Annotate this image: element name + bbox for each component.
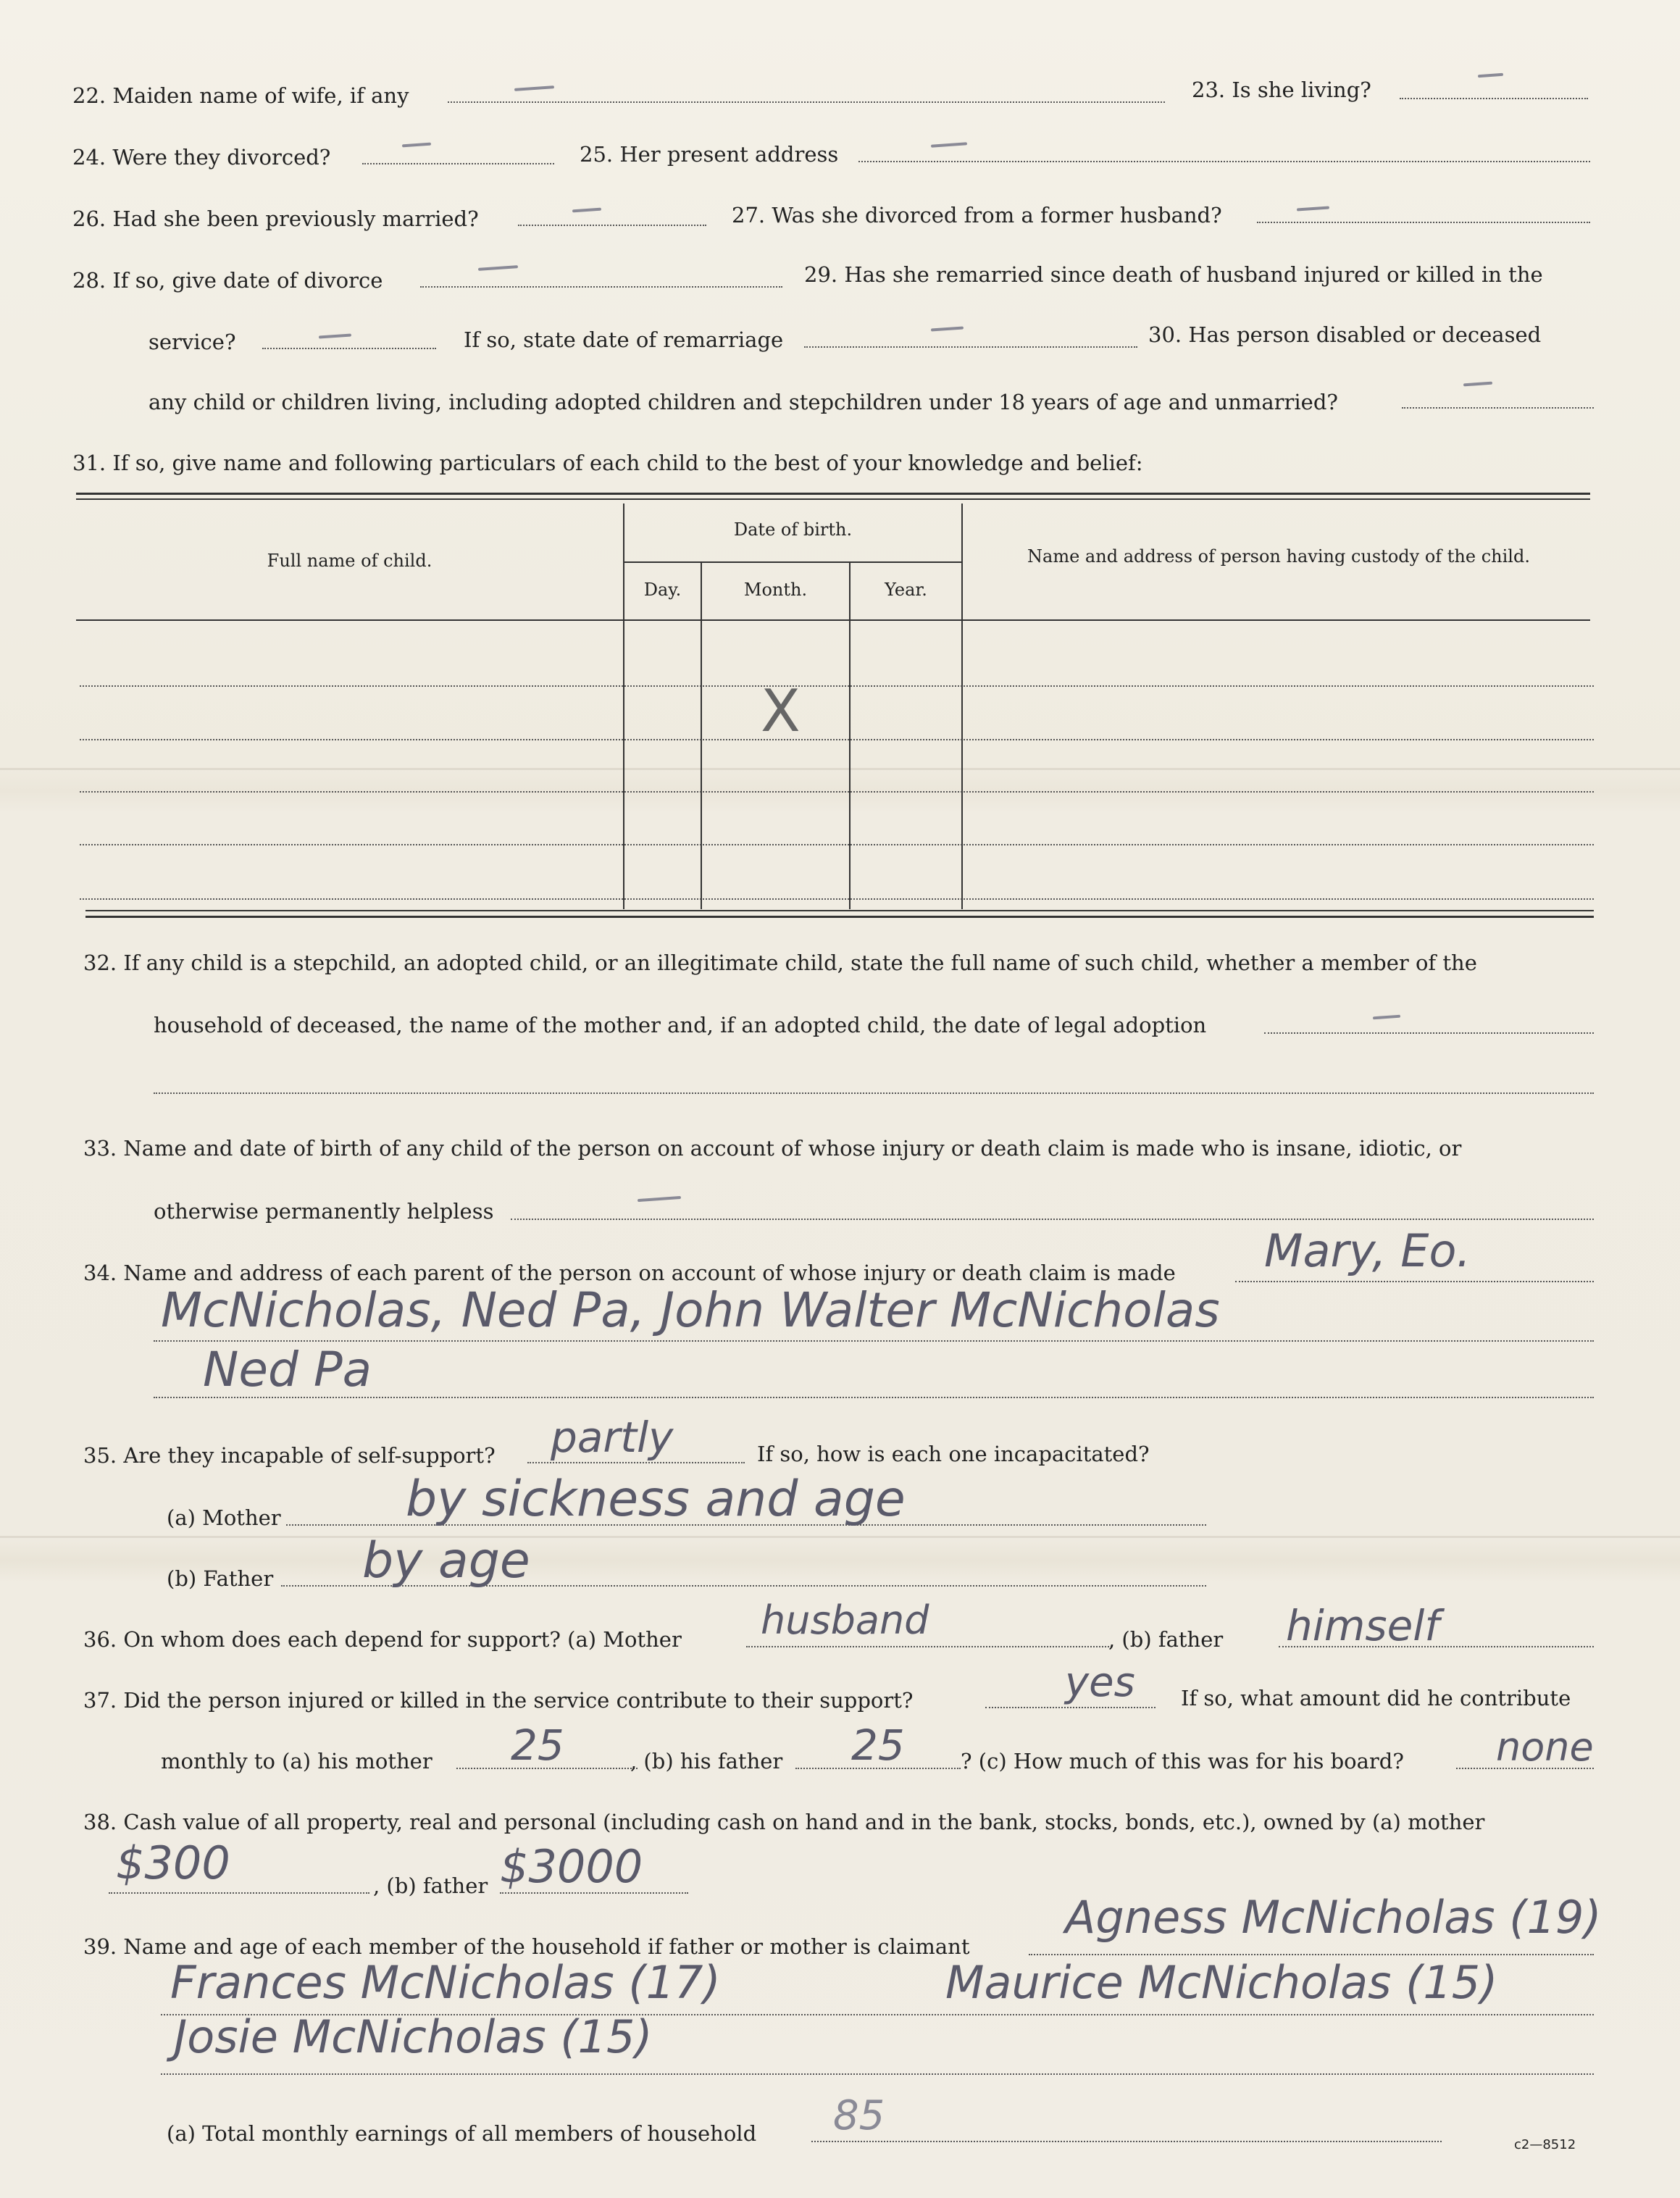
answer-line — [1400, 98, 1588, 99]
table-top-rule — [76, 498, 1590, 500]
table-bottom-rule — [85, 916, 1594, 918]
q26-label: 26. Had she been previously married? — [72, 206, 479, 231]
table-vline — [623, 503, 624, 909]
handwritten-answer: Maurice McNicholas (15) — [945, 1956, 1498, 2009]
handwritten-answer: by sickness and age — [406, 1471, 906, 1528]
answer-line — [985, 1707, 1155, 1708]
handwritten-answer: $300 — [116, 1836, 230, 1889]
table-hline — [623, 561, 961, 563]
q30-label: 30. Has person disabled or deceased — [1148, 322, 1542, 347]
answer-line — [1235, 1281, 1594, 1282]
q22-label: 22. Maiden name of wife, if any — [72, 83, 409, 108]
answer-line — [448, 101, 1165, 103]
handwritten-answer: Agness McNicholas (19) — [1065, 1891, 1602, 1944]
table-vline — [849, 561, 851, 909]
table-bottom-rule — [85, 910, 1594, 911]
fold-line — [0, 768, 1680, 770]
answer-line — [109, 1892, 369, 1894]
answer-line — [811, 2141, 1442, 2142]
handwritten-answer: 85 — [833, 2092, 885, 2139]
col-date-of-birth: Date of birth. — [733, 519, 853, 540]
answer-line — [362, 163, 554, 164]
fold-line — [0, 1536, 1680, 1538]
q39-earnings: (a) Total monthly earnings of all members of household — [167, 2121, 757, 2146]
q27-label: 27. Was she divorced from a former husband? — [732, 203, 1222, 227]
q31-label: 31. If so, give name and following particulars of each child to the best of your knowledge and belief: — [72, 451, 1143, 475]
q38-label: 38. Cash value of all property, real and personal (including cash on hand and in the bank, stocks, bonds, etc.), owned by (a) mother — [83, 1810, 1485, 1834]
answer-line — [804, 346, 1137, 348]
table-vline — [961, 503, 963, 909]
col-day: Day. — [643, 580, 682, 600]
handwritten-answer: Ned Pa — [203, 1342, 372, 1397]
handwritten-answer: by age — [362, 1532, 530, 1589]
q30-continued: any child or children living, including adopted children and stepchildren under 18 years of age and unmarried? — [149, 390, 1338, 414]
q33-continued: otherwise permanently helpless — [154, 1199, 494, 1224]
q24-label: 24. Were they divorced? — [72, 145, 331, 170]
handwritten-answer: husband — [761, 1597, 929, 1643]
q28-label: 28. If so, give date of divorce — [72, 268, 383, 293]
answer-line — [511, 1219, 1594, 1220]
answer-line — [746, 1646, 1112, 1647]
q35-label: 35. Are they incapable of self-support? — [83, 1443, 496, 1468]
handwritten-answer: 25 — [511, 1721, 564, 1770]
handwritten-answer: none — [1496, 1724, 1594, 1770]
q39-label: 39. Name and age of each member of the household if father or mother is claimant — [83, 1934, 970, 1959]
handwritten-answer: McNicholas, Ned Pa, John Walter McNicholas — [161, 1282, 1220, 1338]
q23-label: 23. Is she living? — [1192, 78, 1371, 102]
q29-service: service? — [149, 330, 236, 354]
handwritten-answer: 25 — [851, 1721, 905, 1770]
answer-line — [1402, 407, 1594, 409]
answer-line — [1264, 1032, 1594, 1034]
answer-line — [1257, 222, 1590, 223]
col-custody: Name and address of person having custody of the child. — [1027, 546, 1530, 567]
q32-label: 32. If any child is a stepchild, an adopted child, or an illegitimate child, state the full name of such child, whether a member of the — [83, 950, 1477, 975]
answer-line — [161, 2073, 1594, 2075]
handwritten-answer: himself — [1286, 1601, 1439, 1650]
q35-father: (b) Father — [167, 1566, 274, 1591]
q37-label: 37. Did the person injured or killed in the service contribute to their support? — [83, 1688, 914, 1713]
q36-label: 36. On whom does each depend for support? (a) Mother — [83, 1627, 682, 1652]
q37-father: , (b) his father — [630, 1749, 783, 1773]
answer-line — [420, 286, 782, 288]
q36-father: , (b) father — [1108, 1627, 1224, 1652]
answer-line — [262, 348, 436, 349]
table-vline — [701, 561, 702, 909]
answer-line — [154, 1092, 1594, 1094]
handwritten-answer: Frances McNicholas (17) — [170, 1956, 721, 2009]
handwritten-answer: $3000 — [500, 1840, 643, 1893]
q33-label: 33. Name and date of birth of any child of the person on account of whose injury or death claim is made who is insane, idiotic, or — [83, 1136, 1462, 1161]
q29-remarriage: If so, state date of remarriage — [464, 327, 784, 352]
handwritten-answer: Josie McNicholas (15) — [174, 2010, 653, 2063]
q32-continued: household of deceased, the name of the mother and, if an adopted child, the date of legal adoption — [154, 1013, 1207, 1037]
q37-board: ? (c) How much of this was for his board? — [961, 1749, 1404, 1773]
handwritten-answer: Mary, Eo. — [1264, 1224, 1471, 1277]
table-row-line — [80, 685, 1594, 687]
col-month: Month. — [743, 580, 808, 600]
q37-amount: If so, what amount did he contribute — [1181, 1686, 1571, 1710]
answer-line — [858, 161, 1590, 162]
table-header-rule — [76, 619, 1590, 621]
q25-label: 25. Her present address — [580, 142, 839, 167]
col-full-name: Full name of child. — [267, 551, 432, 571]
q29-label: 29. Has she remarried since death of husband injured or killed in the — [804, 262, 1543, 287]
q38-father: , (b) father — [373, 1873, 488, 1898]
handwritten-answer: partly — [551, 1413, 674, 1462]
q35-mother: (a) Mother — [167, 1505, 281, 1530]
answer-line — [527, 1462, 745, 1463]
handwritten-answer: yes — [1065, 1659, 1135, 1706]
table-row-line — [80, 898, 1594, 900]
form-code: c2—8512 — [1514, 2137, 1576, 2152]
q35-how: If so, how is each one incapacitated? — [757, 1442, 1150, 1466]
q34-label: 34. Name and address of each parent of the person on account of whose injury or death claim is made — [83, 1261, 1176, 1285]
table-row-line — [80, 791, 1594, 793]
q37-mother: monthly to (a) his mother — [161, 1749, 432, 1773]
col-year: Year. — [885, 580, 927, 600]
table-row-line — [80, 844, 1594, 845]
answer-line — [1029, 1954, 1594, 1955]
table-row-line — [80, 739, 1594, 740]
table-top-rule — [76, 493, 1590, 495]
table-cross-mark: X — [761, 677, 801, 745]
answer-line — [518, 225, 706, 226]
